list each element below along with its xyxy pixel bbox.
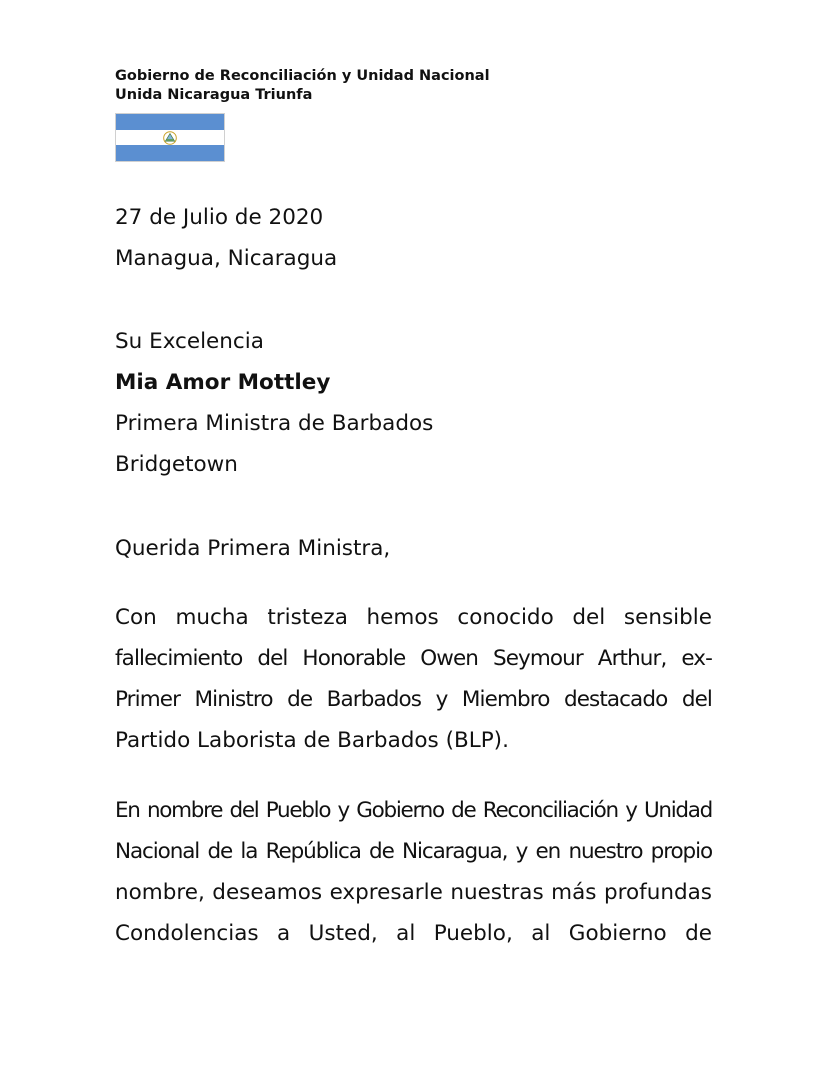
flag-stripe-bottom (116, 145, 224, 161)
letterhead (115, 67, 490, 105)
paragraph-2 (115, 790, 712, 954)
recipient-position: Primera Ministra de Barbados (115, 411, 434, 436)
greeting-block (115, 528, 712, 569)
letterhead-line-2: Unida Nicaragua Triunfa (115, 87, 313, 103)
date-place-block (115, 197, 712, 279)
paragraph-2-line: Condolencias a Usted, al Pueblo, al Gobierno de (115, 921, 712, 946)
nicaragua-flag-icon (115, 113, 225, 162)
letter-date: 27 de Julio de 2020 (115, 205, 324, 230)
paragraph-1-line: Primer Ministro de Barbados y Miembro destacado del (115, 687, 712, 712)
paragraph-1-line: Partido Laborista de Barbados (BLP). (115, 728, 509, 753)
recipient-city: Bridgetown (115, 452, 238, 477)
recipient-name: Mia Amor Mottley (115, 370, 331, 395)
letterhead-line-1: Gobierno de Reconciliación y Unidad Nacional (115, 68, 490, 84)
coat-of-arms-icon (161, 131, 179, 145)
paragraph-2-line: En nombre del Pueblo y Gobierno de Reconciliación y Unidad (115, 798, 712, 823)
paragraph-1-line: fallecimiento del Honorable Owen Seymour Arthur, ex- (115, 646, 712, 671)
paragraph-2-line: Nacional de la República de Nicaragua, y en nuestro propio (115, 839, 712, 864)
flag-stripe-top (116, 114, 224, 130)
letter-place: Managua, Nicaragua (115, 246, 338, 271)
paragraph-2-line: nombre, deseamos expresarle nuestras más profundas (115, 880, 712, 905)
letter-greeting: Querida Primera Ministra, (115, 536, 391, 561)
paragraph-1-line: Con mucha tristeza hemos conocido del sensible (115, 605, 712, 630)
paragraph-1 (115, 597, 712, 761)
recipient-title: Su Excelencia (115, 329, 264, 354)
recipient-block (115, 321, 712, 485)
